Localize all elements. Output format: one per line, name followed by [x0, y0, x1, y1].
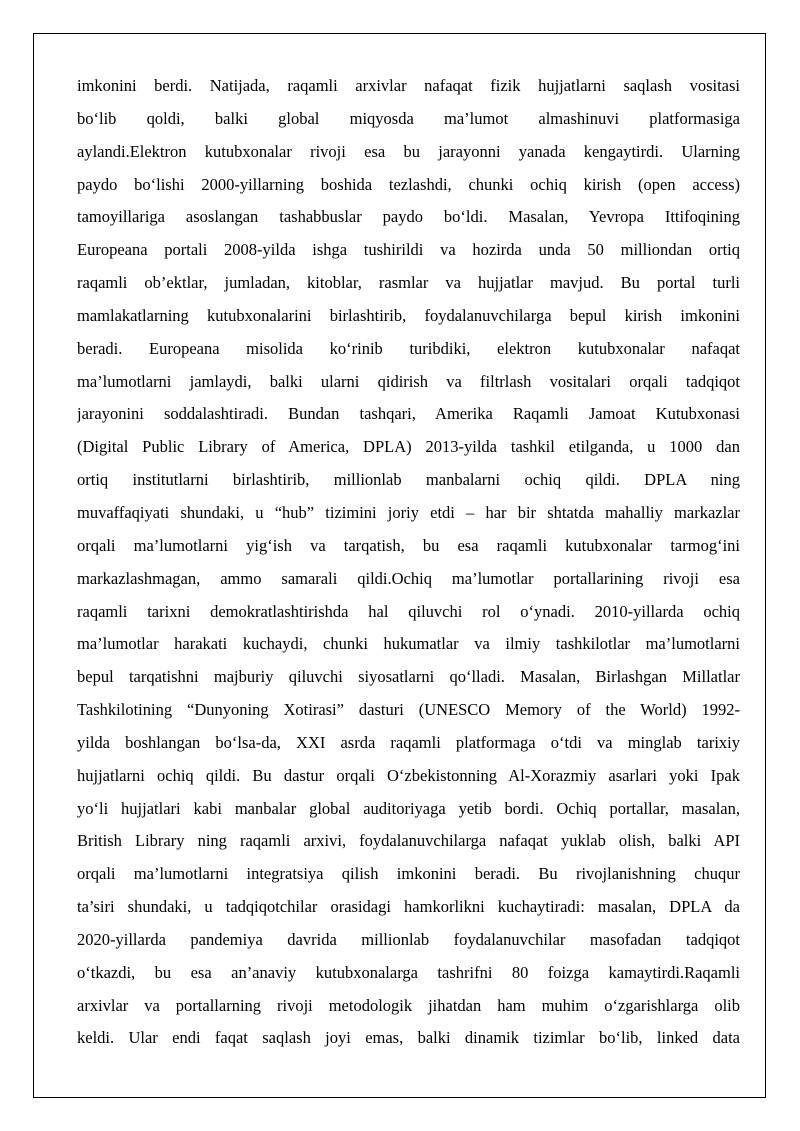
- text-line: 2020-yillarda pandemiya davrida millionlab foydalanuvchilar masofadan tadqiqot: [77, 929, 740, 949]
- text-line: Tashkilotining “Dunyoning Xotirasi” dasturi (UNESCO Memory of the World) 1992-: [77, 700, 740, 720]
- text-line: British Library ning raqamli arxivi, foydalanuvchilarga nafaqat yuklab olish, balki API: [77, 831, 740, 851]
- text-line: raqamli ob’ektlar, jumladan, kitoblar, rasmlar va hujjatlar mavjud. Bu portal turli: [77, 273, 740, 293]
- text-line: bo‘lib qoldi, balki global miqyosda ma’lumot almashinuvi platformasiga: [77, 108, 740, 128]
- text-line: yo‘li hujjatlari kabi manbalar global auditoriyaga yetib bordi. Ochiq portallar, masalan,: [77, 798, 740, 818]
- text-line: markazlashmagan, ammo samarali qildi.Ochiq ma’lumotlar portallarining rivoji esa: [77, 568, 740, 588]
- body-text: [77, 74, 740, 1059]
- text-line: mamlakatlarning kutubxonalarini birlashtirib, foydalanuvchilarga bepul kirish imkonini: [77, 305, 740, 325]
- text-line: ta’siri shundaki, u tadqiqotchilar orasidagi hamkorlikni kuchaytiradi: masalan, DPLA da: [77, 897, 740, 917]
- text-line: ma’lumotlar harakati kuchaydi, chunki hukumatlar va ilmiy tashkilotlar ma’lumotlarni: [77, 634, 740, 654]
- text-line: orqali ma’lumotlarni yig‘ish va tarqatish, bu esa raqamli kutubxonalar tarmog‘ini: [77, 535, 740, 555]
- text-line: ortiq institutlarni birlashtirib, millionlab manbalarni ochiq qildi. DPLA ning: [77, 470, 740, 490]
- text-line: imkonini berdi. Natijada, raqamli arxivlar nafaqat fizik hujjatlarni saqlash vositasi: [77, 76, 740, 95]
- text-line: jarayonini soddalashtiradi. Bundan tashqari, Amerika Raqamli Jamoat Kutubxonasi: [77, 404, 740, 424]
- text-line: o‘tkazdi, bu esa an’anaviy kutubxonalarga tashrifni 80 foizga kamaytirdi.Raqamli: [77, 962, 740, 982]
- text-line: bepul tarqatishni majburiy qiluvchi siyosatlarni qo‘lladi. Masalan, Birlashgan Millatlar: [77, 667, 740, 687]
- text-line: ma’lumotlarni jamlaydi, balki ularni qidirish va filtrlash vositalari orqali tadqiqot: [77, 371, 740, 391]
- text-line: beradi. Europeana misolida ko‘rinib turibdiki, elektron kutubxonalar nafaqat: [77, 338, 740, 358]
- text-line: muvaffaqiyati shundaki, u “hub” tizimini joriy etdi – har bir shtatda mahalliy markazlar: [77, 502, 740, 522]
- text-line: yilda boshlangan bo‘lsa-da, XXI asrda raqamli platformaga o‘tdi va minglab tarixiy: [77, 732, 740, 752]
- text-line: tamoyillariga asoslangan tashabbuslar paydo bo‘ldi. Masalan, Yevropa Ittifoqining: [77, 207, 740, 227]
- text-line: orqali ma’lumotlarni integratsiya qilish imkonini beradi. Bu rivojlanishning chuqur: [77, 864, 740, 884]
- text-line: hujjatlarni ochiq qildi. Bu dastur orqali O‘zbekistonning Al-Xorazmiy asarlari yoki Ipak: [77, 765, 740, 785]
- text-line: raqamli tarixni demokratlashtirishda hal qiluvchi rol o‘ynadi. 2010-yillarda ochiq: [77, 601, 740, 621]
- text-line: (Digital Public Library of America, DPLA) 2013-yilda tashkil etilganda, u 1000 dan: [77, 437, 740, 457]
- text-line: paydo bo‘lishi 2000-yillarning boshida tezlashdi, chunki ochiq kirish (open access): [77, 174, 740, 194]
- text-line: arxivlar va portallarning rivoji metodologik jihatdan ham muhim o‘zgarishlarga olib: [77, 995, 740, 1015]
- text-line: keldi. Ular endi faqat saqlash joyi emas, balki dinamik tizimlar bo‘lib, linked data: [77, 1028, 740, 1048]
- text-line: aylandi.Elektron kutubxonalar rivoji esa bu jarayonni yanada kengaytirdi. Ularning: [77, 141, 740, 161]
- text-line: Europeana portali 2008-yilda ishga tushirildi va hozirda unda 50 milliondan ortiq: [77, 240, 740, 260]
